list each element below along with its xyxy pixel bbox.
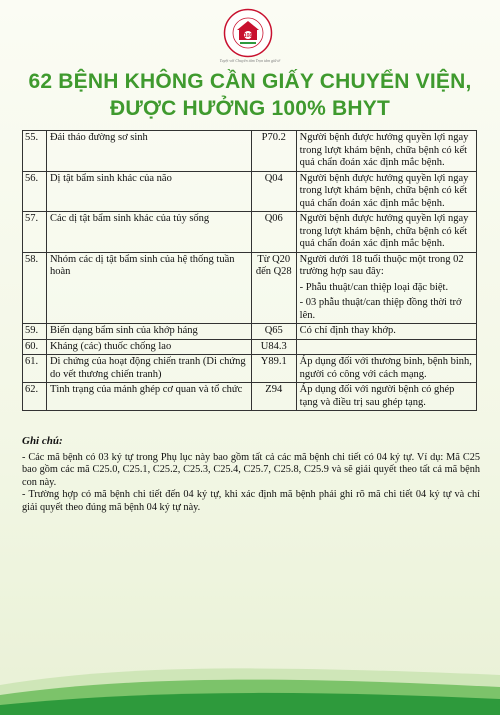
hospital-logo [223,8,273,58]
page-title [0,68,500,122]
note-line: Người bệnh được hưởng quyền lợi ngay trong lượt khám bệnh, chữa bệnh có kết quả chẩn đoán xác định mắc bệnh. [299,213,469,249]
icd-code: Q04 [251,171,296,212]
table-row [23,324,477,340]
table-row [23,212,477,253]
disease-name: Di chứng của hoạt động chiến tranh (Di chứng do vết thương chiến tranh) [46,355,251,383]
note-paragraph-2: - Trường hợp có mã bệnh chi tiết đến 04 ký tự, khi xác định mã bệnh phải ghi rõ mã chi tiết 04 ký tự và chỉ giải quyết theo đúng mã bệnh 04 ký tự này. [22,489,480,513]
condition-note [296,383,476,411]
disease-name: Nhóm các dị tật bẩm sinh của hệ thống tuần hoàn [46,252,251,324]
row-number: 62. [23,383,47,411]
disease-name: Các dị tật bẩm sinh khác của tủy sống [46,212,251,253]
row-number: 61. [23,355,47,383]
note-line: Người bệnh được hưởng quyền lợi ngay trong lượt khám bệnh, chữa bệnh có kết quả chẩn đoán xác định mắc bệnh. [299,172,469,209]
note-line: Áp dụng đối với người bệnh có ghép tạng và điều trị sau ghép tạng. [299,384,455,408]
table-row [23,171,477,212]
disease-table [22,130,477,411]
condition-note [296,339,476,355]
note-line: Có chỉ định thay khớp. [299,325,396,336]
svg-text:108: 108 [243,33,253,39]
row-number: 59. [23,324,47,340]
icd-code: Q65 [251,324,296,340]
row-number: 56. [23,171,47,212]
icd-code: Q06 [251,212,296,253]
note-line: Áp dụng đối với thương binh, bệnh binh, người có công với cách mạng. [299,356,472,380]
footer-wave [0,645,500,715]
icd-code: P70.2 [251,131,296,172]
condition-note [296,131,476,172]
table-row [23,252,477,324]
table-row [23,355,477,383]
note-line: Người bệnh được hưởng quyền lợi ngay trong lượt khám bệnh, chữa bệnh có kết quả chẩn đoán xác định mắc bệnh. [299,132,469,168]
icd-code: Từ Q20 đến Q28 [251,252,296,324]
title-line-1: 62 BỆNH KHÔNG CẦN GIẤY CHUYỂN VIỆN, [28,70,472,93]
row-number: 60. [23,339,47,355]
disease-name: Đái tháo đường sơ sinh [46,131,251,172]
tagline: Tuyệt vời Chuyên tâm Trọn tâm giữ tế [219,58,281,63]
disease-name: Dị tật bẩm sinh khác của não [46,171,251,212]
condition-note [296,252,476,324]
condition-note [296,324,476,340]
table-row [23,131,477,172]
condition-note [296,212,476,253]
notes-section [22,435,480,515]
table-row [23,339,477,355]
notes-heading: Ghi chú: [22,435,63,447]
icd-code: Z94 [251,383,296,411]
table-row [23,383,477,411]
row-number: 57. [23,212,47,253]
icd-code: Y89.1 [251,355,296,383]
row-number: 55. [23,131,47,172]
icd-code: U84.3 [251,339,296,355]
row-number: 58. [23,252,47,324]
condition-note [296,355,476,383]
note-line: Người dưới 18 tuổi thuộc một trong 02 trường hợp sau đây: [299,253,464,277]
note-line: - 03 phẫu thuật/can thiệp đồng thời trở lên. [299,297,462,321]
note-paragraph-1: - Các mã bệnh có 03 ký tự trong Phụ lục này bao gồm tất cả các mã bệnh chi tiết có 04 ký tự. Ví dụ: Mã C25 bao gồm các mã C25.0, C25.1, C25.2, C25.3, C25.4, C25.7, C25.8, C25.9 và sẽ giải quyết theo tất cả mã bệnh con này. [22,451,480,488]
disease-name: Biến dạng bẩm sinh của khớp háng [46,324,251,340]
disease-name: Tình trạng của mảnh ghép cơ quan và tổ chức [46,383,251,411]
title-line-2: ĐƯỢC HƯỞNG 100% BHYT [109,97,391,120]
disease-name: Kháng (các) thuốc chống lao [46,339,251,355]
condition-note [296,171,476,212]
note-line: - Phẫu thuật/can thiệp loại đặc biệt. [299,281,449,293]
